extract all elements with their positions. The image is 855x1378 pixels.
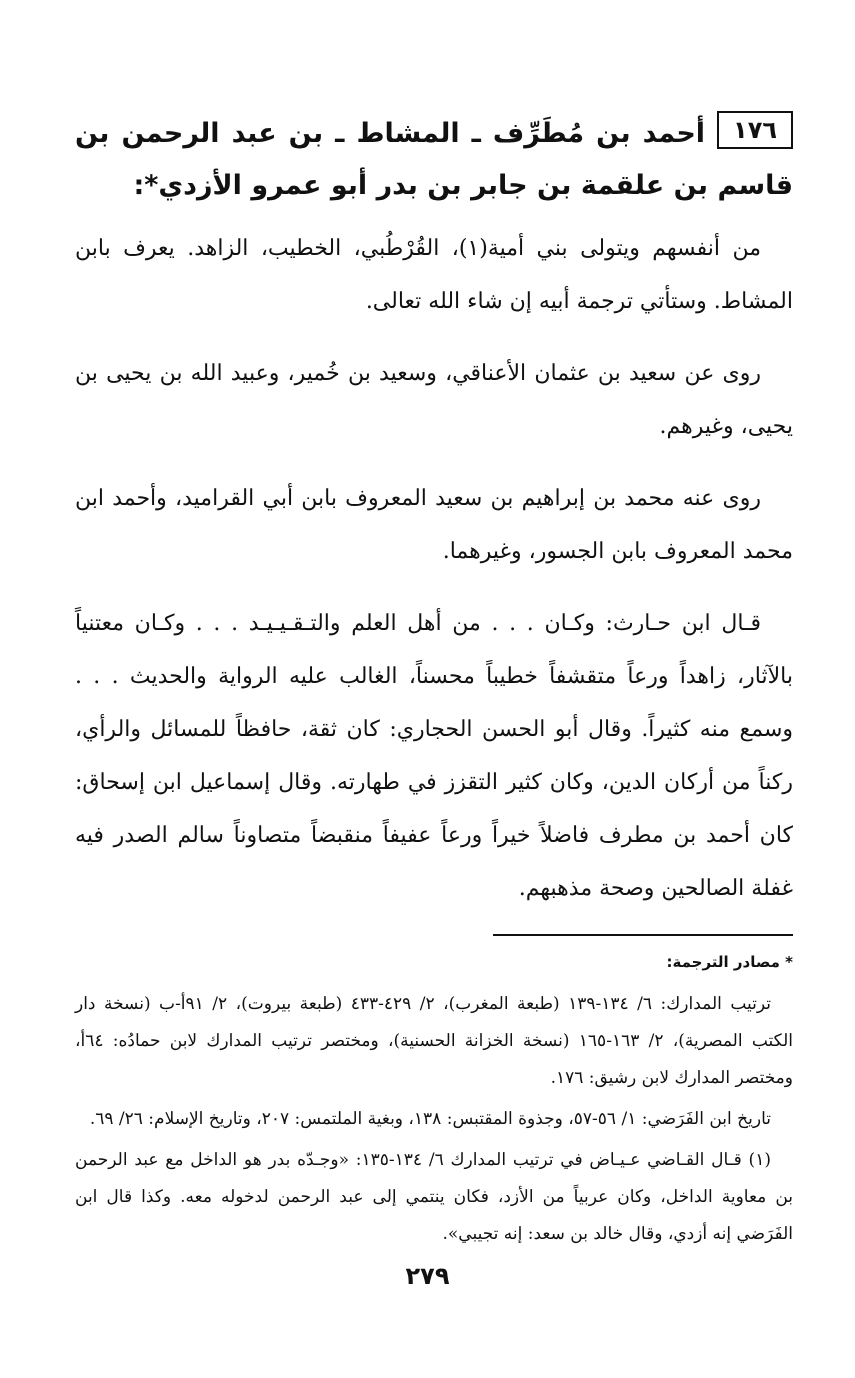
- assessment-paragraph: قـال ابن حـارث: وكـان . . . من أهل العلم والتـقـيـيـد . . . وكـان معتنياً بالآثار، زاهداً ورعاً متقشفاً خطيباً محسناً، الغالب عليه الرواية والحديث . . . وسمع منه كثيراً. وقال أبو الحسن الحجاري: كان ثقة، حافظاً للمسائل والرأي، ركناً من أركان الدين، وكان كثير التقزز في طهارته. وقال إسماعيل ابن إسحاق: كان أحمد بن مطرف فاضلاً خيراً ورعاً عفيفاً منقبضاً متصاوناً سالم الصدر فيه غفلة الصالحين وصحة مذهبهم.: [75, 611, 793, 901]
- page-number: ٢٧٩: [405, 1262, 450, 1290]
- footnote-item: (١) قـال القـاضي عـيـاض في ترتيب المدارك ٦/ ١٣٤-١٣٥: «وجـدّه بدر هو الداخل مع عبد الرحمن بن معاوية الداخل، وكان عربياً من الأزد، فكان ينتمي إلى عبد الرحمن لدخوله معه. وكذا قال ابن الفَرَضي إنه أزدي، وقال خالد بن سعد: إنه تجيبي».: [75, 1150, 793, 1244]
- entry-title: أحمد بن مُطَرِّف ـ المشاط ـ بن عبد الرحمن بن قاسم بن علقمة بن جابر بن بدر أبو عمرو الأزدي*:: [75, 118, 793, 201]
- source-item: تاريخ ابن الفَرَضي: ١/ ٥٦-٥٧، وجذوة المقتبس: ١٣٨، وبغية الملتمس: ٢٠٧، وتاريخ الإسلام: ٢٦/ ٦٩.: [89, 1109, 771, 1129]
- students-paragraph: روى عنه محمد بن إبراهيم بن سعيد المعروف بابن أبي القراميد، وأحمد ابن محمد المعروف بابن الجسور، وغيرهما.: [75, 486, 793, 564]
- page-body: [75, 108, 793, 1257]
- source-item: ترتيب المدارك: ٦/ ١٣٤-١٣٩ (طبعة المغرب)، ٢/ ٤٢٩-٤٣٣ (طبعة بيروت)، ٢/ ٩١أ-ب (نسخة دار الكتب المصرية)، ٢/ ١٦٣-١٦٥ (نسخة الخزانة الحسنية)، ومختصر ترتيب المدارك لابن حمادُه: ٦٤أ، ومختصر المدارك لابن رشيق: ١٧٦.: [75, 994, 793, 1088]
- entry-heading: [75, 108, 793, 212]
- entry-number-box: ١٧٦: [717, 111, 793, 149]
- sources-heading: * مصادر الترجمة:: [666, 953, 793, 971]
- footnote-divider: [493, 934, 793, 936]
- teachers-paragraph: روى عن سعيد بن عثمان الأعناقي، وسعيد بن خُمير، وعبيد الله بن يحيى بن يحيى، وغيرهم.: [75, 361, 793, 439]
- biography-paragraph: من أنفسهم ويتولى بني أمية(١)، القُرْطُبي، الخطيب، الزاهد. يعرف بابن المشاط. وستأتي ترجمة أبيه إن شاء الله تعالى.: [75, 236, 793, 314]
